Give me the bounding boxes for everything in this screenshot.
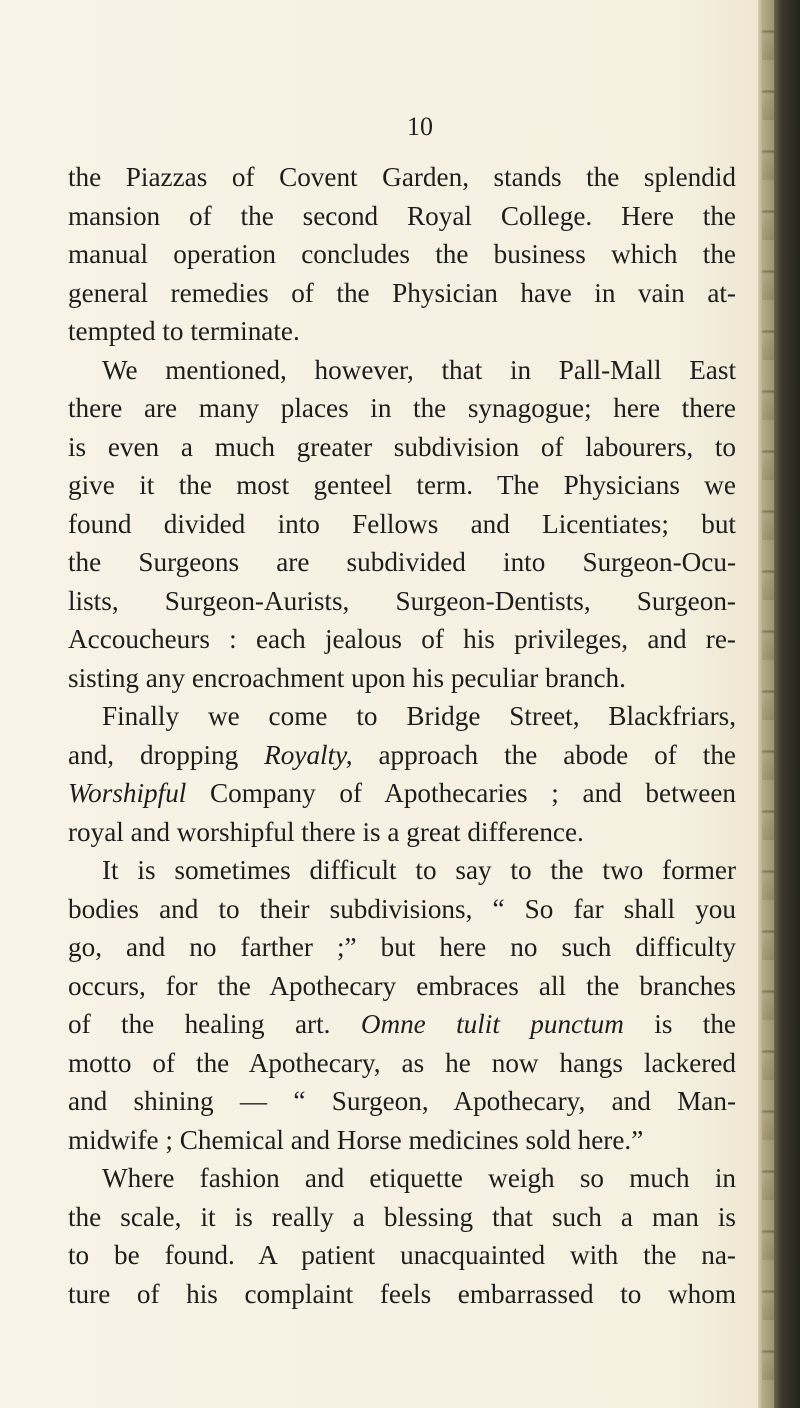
text-span: and, dropping	[68, 739, 265, 770]
text-line	[68, 774, 736, 813]
text-line: and shining — “ Surgeon, Apothecary, and Man-	[68, 1086, 736, 1116]
page-number: 10	[407, 112, 433, 141]
paragraph-start: We mentioned, however, that in Pall-Mall East	[102, 354, 736, 385]
text-line: lists, Surgeon-Aurists, Surgeon-Dentists, Surgeon-	[68, 585, 736, 616]
text-line: ture of his complaint feels embarrassed to whom	[68, 1278, 736, 1309]
paragraph-start: Finally we come to Bridge Street, Blackfriars,	[102, 701, 736, 731]
text-line: the Surgeons are subdivided into Surgeon-Ocu-	[68, 547, 736, 577]
text-span: of the healing art.	[68, 1009, 361, 1039]
text-line	[68, 1005, 736, 1044]
text-line: there are many places in the synagogue; here there	[68, 393, 736, 423]
text-span: Company of Apothecaries ; and between	[186, 778, 736, 808]
text-line: the scale, it is really a blessing that such a man is	[68, 1201, 736, 1232]
text-line: found divided into Fellows and Licentiates; but	[68, 508, 736, 539]
text-line: general remedies of the Physician have in vain at-	[68, 277, 736, 308]
text-line: give it the most genteel term. The Physicians we	[68, 470, 736, 500]
text-line: motto of the Apothecary, as he now hangs lackered	[68, 1047, 736, 1078]
italic-span: Royalty,	[264, 739, 353, 770]
text-line: occurs, for the Apothecary embraces all the branches	[68, 970, 736, 1001]
text-line: to be found. A patient unacquainted with the na-	[68, 1240, 736, 1270]
text-span: approach the abode of the	[352, 739, 736, 770]
text-line: manual operation concludes the business which the	[68, 239, 736, 269]
body-text	[68, 158, 736, 1313]
text-line: go, and no farther ;” but here no such difficulty	[68, 932, 736, 962]
paragraph-start: Where fashion and etiquette weigh so much in	[102, 1163, 736, 1193]
text-line: is even a much greater subdivision of labourers, to	[68, 431, 736, 462]
text-line: the Piazzas of Covent Garden, stands the splendid	[68, 162, 736, 192]
italic-span: Omne tulit punctum	[360, 1009, 624, 1039]
paragraph-start: It is sometimes difficult to say to the two former	[102, 855, 736, 885]
text-line	[68, 736, 736, 775]
page-edge	[762, 0, 774, 1408]
text-line: bodies and to their subdivisions, “ So far shall you	[68, 893, 736, 924]
text-line: Accoucheurs : each jealous of his privileges, and re-	[68, 624, 736, 654]
text-line: mansion of the second Royal College. Here the	[68, 200, 736, 231]
text-line: midwife ; Chemical and Horse medicines sold here.”	[68, 1124, 644, 1155]
text-span: is the	[623, 1009, 736, 1039]
italic-span: Worshipful	[68, 778, 187, 808]
text-line: royal and worshipful there is a great difference.	[68, 816, 584, 847]
text-line: sisting any encroachment upon his peculiar branch.	[68, 662, 626, 693]
text-line: tempted to terminate.	[68, 316, 300, 346]
